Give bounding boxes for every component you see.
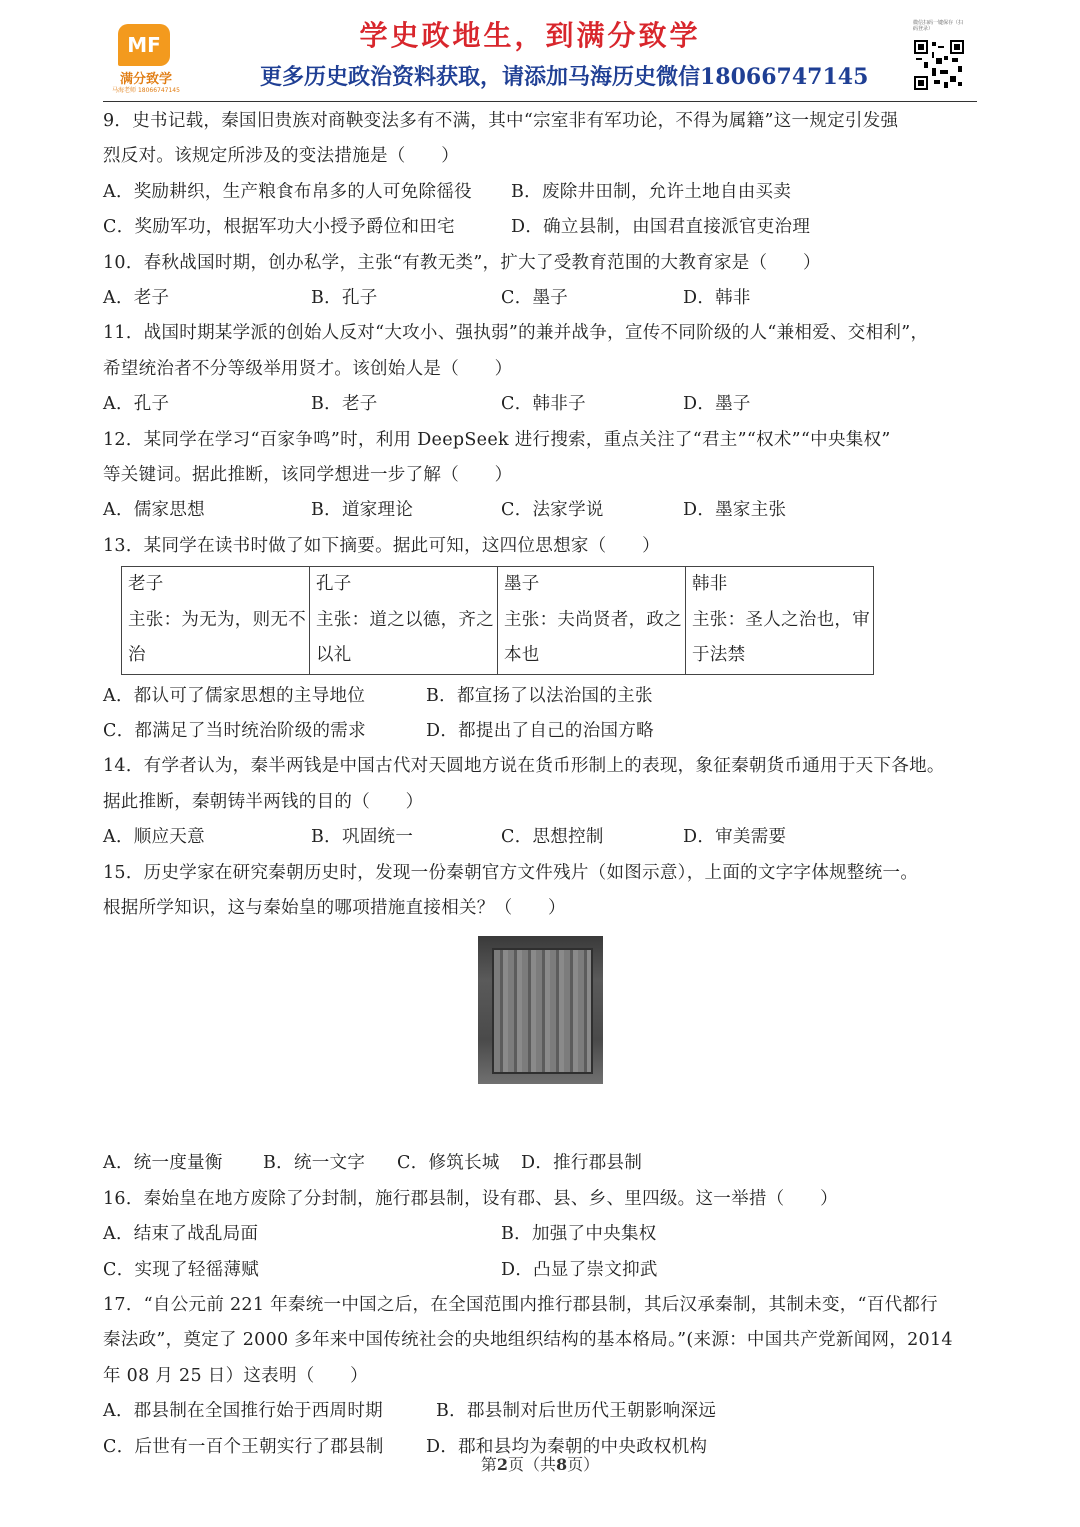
current-page-number: 2 — [496, 1455, 508, 1474]
question-16-option-c: C．实现了轻徭薄赋 — [103, 1259, 260, 1280]
question-15-option-a: A．统一度量衡 — [103, 1153, 223, 1174]
header-slogan: 学史政地生，到满分致学 — [359, 19, 701, 52]
header-contact: 更多历史政治资料获取，请添加马海历史微信18066747145 — [260, 64, 869, 90]
question-13-option-d: D．都提出了自己的治国方略 — [426, 720, 654, 741]
header-divider — [103, 101, 977, 102]
question-14-stem-cont: 据此推断，秦朝铸半两钱的目的（ ） — [103, 791, 424, 812]
question-12-stem: 12．某同学在学习“百家争鸣”时，利用 DeepSeek 进行搜索，重点关注了“君主”“权术”“中央集权” — [103, 429, 891, 450]
question-12-option-b: B．道家理论 — [311, 500, 414, 521]
thinker-view: 主张：为无为，则无不治 — [128, 609, 306, 666]
logo-phone: 马海老师 18066747145 — [112, 87, 180, 94]
thinker-view: 主张：夫尚贤者，政之本也 — [504, 609, 682, 666]
question-11-stem-cont: 希望统治者不分等级举用贤才。该创始人是（ ） — [103, 358, 513, 379]
table-cell-hanfei — [686, 567, 874, 674]
question-11-option-b: B．老子 — [311, 394, 378, 415]
question-14-stem: 14．有学者认为，秦半两钱是中国古代对天圆地方说在货币形制上的表现，象征秦朝货币通用于天下各地。 — [103, 756, 945, 777]
question-10-option-c: C．墨子 — [501, 288, 569, 309]
question-16-option-d: D．凸显了崇文抑武 — [501, 1259, 658, 1280]
logo-mark: MF — [127, 33, 161, 57]
question-13-options-row1 — [103, 679, 983, 714]
question-17-option-c: C．后世有一百个王朝实行了郡县制 — [103, 1436, 384, 1457]
thinker-summary-table — [121, 566, 874, 674]
question-17-stem: 17．“自公元前 221 年秦统一中国之后，在全国范围内推行郡县制，其后汉承秦制，其制未变，“百代都行 — [103, 1294, 938, 1315]
figure-area — [103, 926, 983, 1146]
question-16-stem: 16．秦始皇在地方废除了分封制，施行郡县制，设有郡、县、乡、里四级。这一举措（ ） — [103, 1188, 838, 1209]
question-9-option-d: D．确立县制，由国君直接派官吏治理 — [511, 217, 811, 238]
question-15-option-c: C．修筑长城 — [397, 1153, 500, 1174]
question-14-option-d: D．审美需要 — [683, 827, 787, 848]
question-16-option-b: B．加强了中央集权 — [501, 1224, 657, 1245]
question-13-option-b: B．都宣扬了以法治国的主张 — [426, 685, 653, 706]
question-9-stem: 9．史书记载，秦国旧贵族对商鞅变法多有不满，其中“宗室非有军功论，不得为属籍”这一规定引发强 — [103, 111, 899, 131]
table-cell-kongzi — [310, 567, 498, 674]
question-10-option-a: A．老子 — [103, 288, 170, 309]
question-14-option-b: B．巩固统一 — [311, 827, 414, 848]
question-16-option-a: A．结束了战乱局面 — [103, 1224, 259, 1245]
question-12-option-a: A．儒家思想 — [103, 500, 205, 521]
question-10-stem: 10．春秋战国时期，创办私学，主张“有教无类”，扩大了受教育范围的大教育家是（ ） — [103, 252, 821, 273]
question-13-options-row2 — [103, 714, 983, 749]
question-9-options-row2 — [103, 210, 983, 245]
thinker-view: 主张：道之以德，齐之以礼 — [316, 609, 494, 666]
footer-middle: 页（共 — [507, 1455, 556, 1474]
question-9-option-b: B．废除井田制，允许土地自由买卖 — [511, 181, 792, 202]
question-12-stem-cont: 等关键词。据此推断，该同学想进一步了解（ ） — [103, 465, 513, 486]
question-15-stem-cont: 根据所学知识，这与秦始皇的哪项措施直接相关？（ ） — [103, 897, 566, 918]
page-footer — [0, 1452, 1080, 1475]
qr-code-icon — [914, 40, 964, 90]
question-12-options — [103, 493, 983, 528]
table-row — [122, 567, 874, 674]
question-15-option-b: B．统一文字 — [263, 1153, 366, 1174]
question-9-options-row1 — [103, 175, 983, 210]
question-15-options — [103, 1146, 983, 1181]
table-cell-laozi — [122, 567, 310, 674]
thinker-view: 主张：圣人之治也，审于法禁 — [692, 609, 870, 666]
question-16-options-row2 — [103, 1253, 983, 1288]
question-14-options — [103, 820, 983, 855]
question-17-options-row1 — [103, 1394, 983, 1429]
question-17-option-d: D．郡和县均为秦朝的中央政权机构 — [426, 1436, 708, 1457]
question-15-option-d: D．推行郡县制 — [521, 1153, 643, 1174]
question-16-options-row1 — [103, 1217, 983, 1252]
question-list — [103, 104, 983, 1465]
question-13-option-c: C．都满足了当时统治阶级的需求 — [103, 720, 366, 741]
thinker-name: 孔子 — [316, 574, 352, 595]
question-17-stem-cont: 秦法政”，奠定了 2000 多年来中国传统社会的央地组织结构的基本格局。”(来源：中国共产党新闻网，2014 — [103, 1330, 953, 1351]
question-17-option-a: A．郡县制在全国推行始于西周时期 — [103, 1401, 383, 1422]
question-10-option-b: B．孔子 — [311, 288, 378, 309]
question-11-option-a: A．孔子 — [103, 394, 170, 415]
question-10-option-d: D．韩非 — [683, 288, 751, 309]
brand-logo — [118, 24, 170, 66]
question-12-option-d: D．墨家主张 — [683, 500, 787, 521]
question-15-stem: 15．历史学家在研究秦朝历史时，发现一份秦朝官方文件残片（如图示意），上面的文字字体规整统一。 — [103, 862, 919, 883]
question-9-stem-cont: 烈反对。该规定所涉及的变法措施是（ ） — [103, 146, 459, 167]
question-13-option-a: A．都认可了儒家思想的主导地位 — [103, 685, 366, 706]
question-9-option-c: C．奖励军功，根据军功大小授予爵位和田宅 — [103, 217, 455, 238]
question-13-stem: 13．某同学在读书时做了如下摘要。据此可知，这四位思想家（ ） — [103, 535, 660, 556]
total-page-count: 8 — [556, 1455, 568, 1474]
table-cell-mozi — [498, 567, 686, 674]
qin-document-fragment-image — [478, 936, 603, 1084]
question-11-stem: 11．战国时期某学派的创始人反对“大攻小、强执弱”的兼并战争，宣传不同阶级的人“兼相爱、交相利”， — [103, 323, 929, 344]
question-17-option-b: B．郡县制对后世历代王朝影响深远 — [436, 1401, 717, 1422]
question-10-options — [103, 281, 983, 316]
question-12-option-c: C．法家学说 — [501, 500, 604, 521]
footer-prefix: 第 — [480, 1455, 497, 1474]
logo-name: 满分致学 — [119, 72, 172, 87]
question-17-stem-cont2: 年 08 月 25 日）这表明（ ） — [103, 1365, 368, 1386]
question-9-option-a: A．奖励耕织，生产粮食布帛多的人可免除徭役 — [103, 181, 472, 202]
stone-slab — [492, 948, 593, 1074]
question-11-options — [103, 387, 983, 422]
thinker-name: 老子 — [128, 574, 164, 595]
question-11-option-c: C．韩非子 — [501, 394, 586, 415]
question-14-option-a: A．顺应天意 — [103, 827, 205, 848]
thinker-name: 墨子 — [504, 574, 540, 595]
footer-suffix: 页） — [567, 1455, 600, 1474]
thinker-name: 韩非 — [692, 574, 728, 595]
question-11-option-d: D．墨子 — [683, 394, 751, 415]
question-14-option-c: C．思想控制 — [501, 827, 604, 848]
qr-caption: 微信扫码一键保存（扫码登录） — [913, 20, 964, 32]
page-header — [0, 0, 1080, 102]
